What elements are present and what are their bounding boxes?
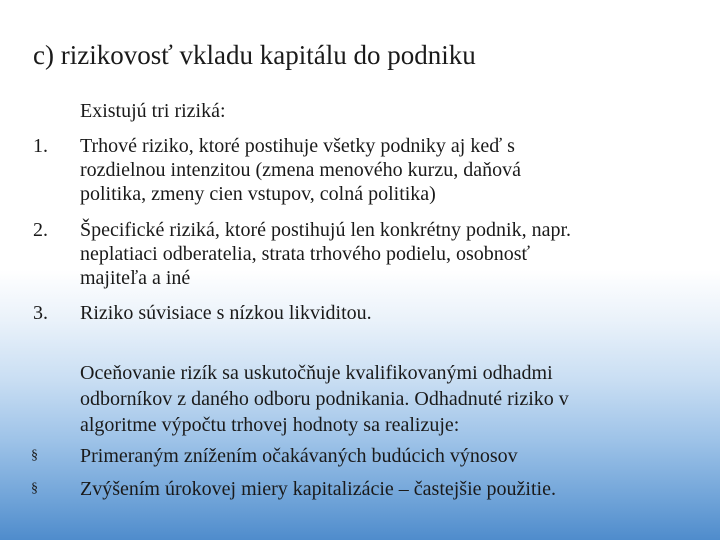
risk-2-line-3: majiteľa a iné [80,267,191,289]
intro-text: Existujú tri riziká: [80,100,226,122]
section-bullet-icon: § [31,448,38,463]
risk-2-line-1: Špecifické riziká, ktoré postihujú len konkrétny podnik, napr. [80,219,571,241]
risk-1-line-3: politika, zmeny cien vstupov, colná politika) [80,183,436,205]
risk-1-line-1: Trhové riziko, ktoré postihuje všetky podniky aj keď s [80,135,515,157]
evaluation-line-1: Oceňovanie rizík sa uskutočňuje kvalifikovanými odhadmi [80,362,553,384]
method-1-text: Primeraným znížením očakávaných budúcich výnosov [80,445,518,467]
list-number-1: 1. [33,135,48,157]
evaluation-line-3: algoritme výpočtu trhovej hodnoty sa realizuje: [80,414,460,436]
evaluation-line-2: odborníkov z daného odboru podnikania. Odhadnuté riziko v [80,388,569,410]
risk-3-line-1: Riziko súvisiace s nízkou likviditou. [80,302,372,324]
list-number-3: 3. [33,302,48,324]
risk-1-line-2: rozdielnou intenzitou (zmena menového kurzu, daňová [80,159,521,181]
slide-title: c) rizikovosť vkladu kapitálu do podniku [33,40,476,70]
method-2-text: Zvýšením úrokovej miery kapitalizácie – častejšie použitie. [80,478,556,500]
list-number-2: 2. [33,219,48,241]
risk-2-line-2: neplatiaci odberatelia, strata trhového podielu, osobnosť [80,243,531,265]
section-bullet-icon: § [31,481,38,496]
